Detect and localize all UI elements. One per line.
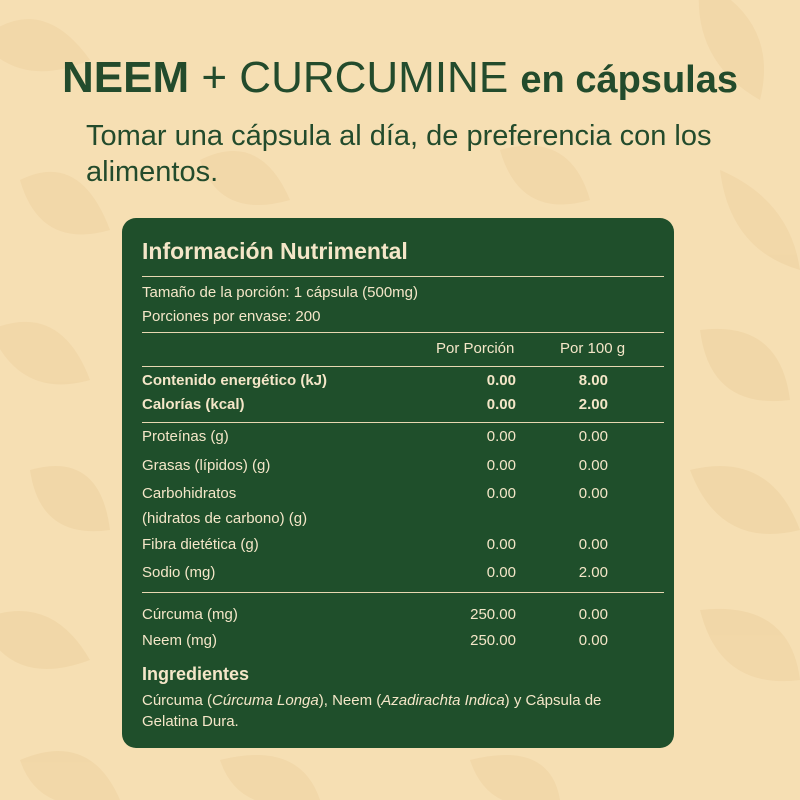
title-curcumine: CURCUMINE — [239, 53, 509, 102]
row-label: Neem (mg) — [142, 632, 218, 649]
row-per100: 0.00 — [578, 485, 608, 502]
usage-instruction: Tomar una cápsula al día, de preferencia con los alimentos. — [86, 120, 712, 188]
row-portion: 0.00 — [486, 372, 516, 389]
row-portion: 0.00 — [486, 457, 516, 474]
ingredients-scientific-name: Azadirachta Indica — [381, 692, 505, 709]
row-per100: 0.00 — [578, 428, 608, 445]
row-per100: 8.00 — [578, 372, 608, 389]
product-title — [0, 52, 800, 106]
title-capsules: en cápsulas — [520, 59, 738, 101]
servings-per-container: Porciones por envase: 200 — [142, 308, 321, 325]
row-per100: 2.00 — [578, 564, 608, 581]
title-neem: NEEM — [62, 53, 190, 102]
panel-title: Información Nutrimental — [142, 238, 408, 264]
row-label: Proteínas (g) — [142, 428, 229, 445]
row-portion: 0.00 — [486, 396, 516, 413]
row-per100: 2.00 — [578, 396, 608, 413]
nutrition-facts-panel — [122, 218, 674, 748]
column-header-100g: Por 100 g — [560, 340, 626, 357]
row-portion: 250.00 — [470, 632, 516, 649]
ingredients-scientific-name: Cúrcuma Longa — [212, 692, 319, 709]
row-label: Carbohidratos — [142, 485, 237, 502]
divider — [142, 332, 664, 333]
row-portion: 250.00 — [470, 606, 516, 623]
divider — [142, 422, 664, 423]
row-label: Grasas (lípidos) (g) — [142, 457, 271, 474]
row-per100: 0.00 — [578, 536, 608, 553]
title-plus: + — [201, 53, 228, 102]
row-label: Calorías (kcal) — [142, 396, 245, 413]
divider — [142, 366, 664, 367]
row-label-continued: (hidratos de carbono) (g) — [142, 510, 308, 527]
column-header-portion: Por Porción — [436, 340, 515, 357]
row-per100: 0.00 — [578, 457, 608, 474]
row-label: Fibra dietética (g) — [142, 536, 259, 553]
ingredients-text — [142, 690, 657, 732]
row-portion: 0.00 — [486, 536, 516, 553]
row-portion: 0.00 — [486, 564, 516, 581]
ingredients-part: ) y Cápsula de Gelatina Dura. — [142, 692, 602, 730]
divider — [142, 592, 664, 593]
ingredients-title: Ingredientes — [142, 664, 250, 684]
ingredients-part: ), Neem ( — [318, 692, 382, 709]
ingredients-part: Cúrcuma ( — [142, 692, 213, 709]
divider — [142, 276, 664, 277]
row-per100: 0.00 — [578, 632, 608, 649]
row-label: Contenido energético (kJ) — [142, 372, 328, 389]
row-label: Cúrcuma (mg) — [142, 606, 238, 623]
serving-size: Tamaño de la porción: 1 cápsula (500mg) — [142, 284, 418, 301]
row-portion: 0.00 — [486, 485, 516, 502]
row-label: Sodio (mg) — [142, 564, 216, 581]
row-per100: 0.00 — [578, 606, 608, 623]
row-portion: 0.00 — [486, 428, 516, 445]
